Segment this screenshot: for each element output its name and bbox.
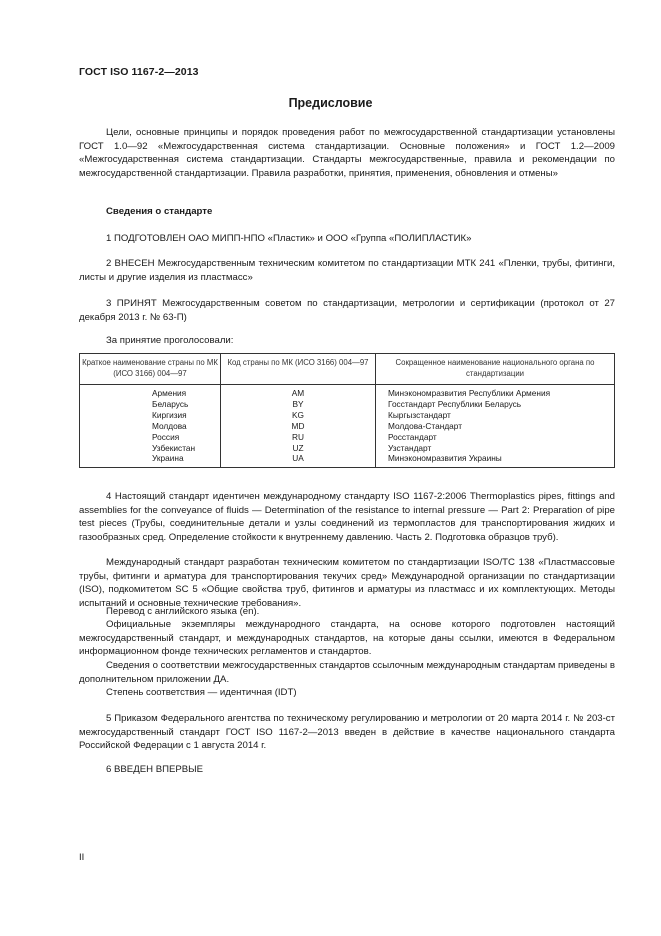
item-4-degree: Степень соответствия — идентичная (IDT) (106, 687, 297, 698)
country-cell: Беларусь (80, 399, 221, 410)
table-row (80, 453, 615, 467)
item-4-committee: Международный стандарт разработан техническим комитетом по стандартизации ISO/TC 138 «Пластмассовые трубы, фитинги и арматура для транспортирования текучих сред» Международной организации по стандартизации (ISO), подкомитетом SC 5 «Общие свойства труб, фитингов и арматуры из пластмасс и их комплектующих. Методы испытаний и основные технические требования». (79, 557, 615, 609)
code-cell: BY (221, 399, 376, 410)
table-row (80, 399, 615, 410)
code-cell: MD (221, 421, 376, 432)
body-cell: Кыргызстандарт (376, 410, 615, 421)
country-cell: Узбекистан (80, 443, 221, 454)
country-cell: Украина (80, 453, 221, 467)
item-4-translation: Перевод с английского языка (en). (106, 606, 260, 617)
country-cell: Россия (80, 432, 221, 443)
table-row (80, 443, 615, 454)
country-cell: Молдова (80, 421, 221, 432)
table-header-code: Код страны по МК (ИСО 3166) 004—97 (221, 354, 376, 385)
table-header-country: Краткое наименование страны по МК (ИСО 3166) 004—97 (80, 354, 221, 385)
item-4: 4 Настоящий стандарт идентичен международному стандарту ISO 1167-2:2006 Thermoplastics pipes, fittings and assemblies for the conveyance of fluids — Determination of the resistance to internal pressure — Part 2: Preparation of pipe test pieces (Трубы, соединительные детали и узлы соединений из термопластов для транспортирования жидких и газообразных сред. Определение стойкости к внутреннему давлению. Часть 2. Подготовка образцов труб). (79, 491, 615, 543)
item-4-references: Сведения о соответствии межгосударственных стандартов ссылочным международным стандартам приведены в дополнительном приложении ДА. (79, 660, 615, 685)
intro-paragraph: Цели, основные принципы и порядок проведения работ по межгосударственной стандартизации установлены ГОСТ 1.0—92 «Межгосударственная система стандартизации. Основные положения» и ГОСТ 1.2—2009 «Межгосударственная система стандартизации. Стандарты межгосударственные, правила и рекомендации по межгосударственной стандартизации. Правила разработки, принятия, применения, обновления и отмены» (79, 127, 615, 179)
voting-table (79, 353, 615, 468)
body-cell: Узстандарт (376, 443, 615, 454)
table-row (80, 432, 615, 443)
country-cell: Киргизия (80, 410, 221, 421)
body-cell: Минэкономразвития Республики Армения (376, 385, 615, 399)
body-cell: Минэкономразвития Украины (376, 453, 615, 467)
item-3: 3 ПРИНЯТ Межгосударственным советом по стандартизации, метрологии и сертификации (протокол от 27 декабря 2013 г. № 63-П) (79, 298, 615, 323)
code-cell: UZ (221, 443, 376, 454)
table-row (80, 410, 615, 421)
body-cell: Молдова-Стандарт (376, 421, 615, 432)
document-header: ГОСТ ISO 1167-2—2013 (79, 66, 199, 78)
item-5: 5 Приказом Федерального агентства по техническому регулированию и метрологии от 20 марта 2014 г. № 203-ст межгосударственный стандарт ГОСТ ISO 1167-2—2013 введен в действие в качестве национального стандарта Российской Федерации с 1 августа 2014 г. (79, 713, 615, 751)
code-cell: AM (221, 385, 376, 399)
code-cell: KG (221, 410, 376, 421)
page-title: Предисловие (288, 96, 373, 110)
item-2: 2 ВНЕСЕН Межгосударственным техническим комитетом по стандартизации МТК 241 «Пленки, трубы, фитинги, листы и другие изделия из пластмасс» (79, 258, 615, 283)
item-4-official-copies: Официальные экземпляры международного стандарта, на основе которого подготовлен настоящий межгосударственный стандарт, и международных стандартов, на которые даны ссылки, имеются в Федеральном информационном фонде технических регламентов и стандартов. (79, 619, 615, 657)
item-1: 1 ПОДГОТОВЛЕН ОАО МИПП-НПО «Пластик» и ООО «Группа «ПОЛИПЛАСТИК» (106, 233, 472, 244)
body-cell: Росстандарт (376, 432, 615, 443)
code-cell: UA (221, 453, 376, 467)
vote-intro: За принятие проголосовали: (106, 335, 234, 346)
body-cell: Госстандарт Республики Беларусь (376, 399, 615, 410)
country-cell: Армения (80, 385, 221, 399)
table-header-body: Сокращенное наименование национального органа по стандартизации (376, 354, 615, 385)
page-number: II (79, 852, 85, 863)
table-row (80, 385, 615, 399)
code-cell: RU (221, 432, 376, 443)
table-row (80, 421, 615, 432)
item-6: 6 ВВЕДЕН ВПЕРВЫЕ (106, 764, 204, 775)
info-heading: Сведения о стандарте (106, 206, 213, 217)
